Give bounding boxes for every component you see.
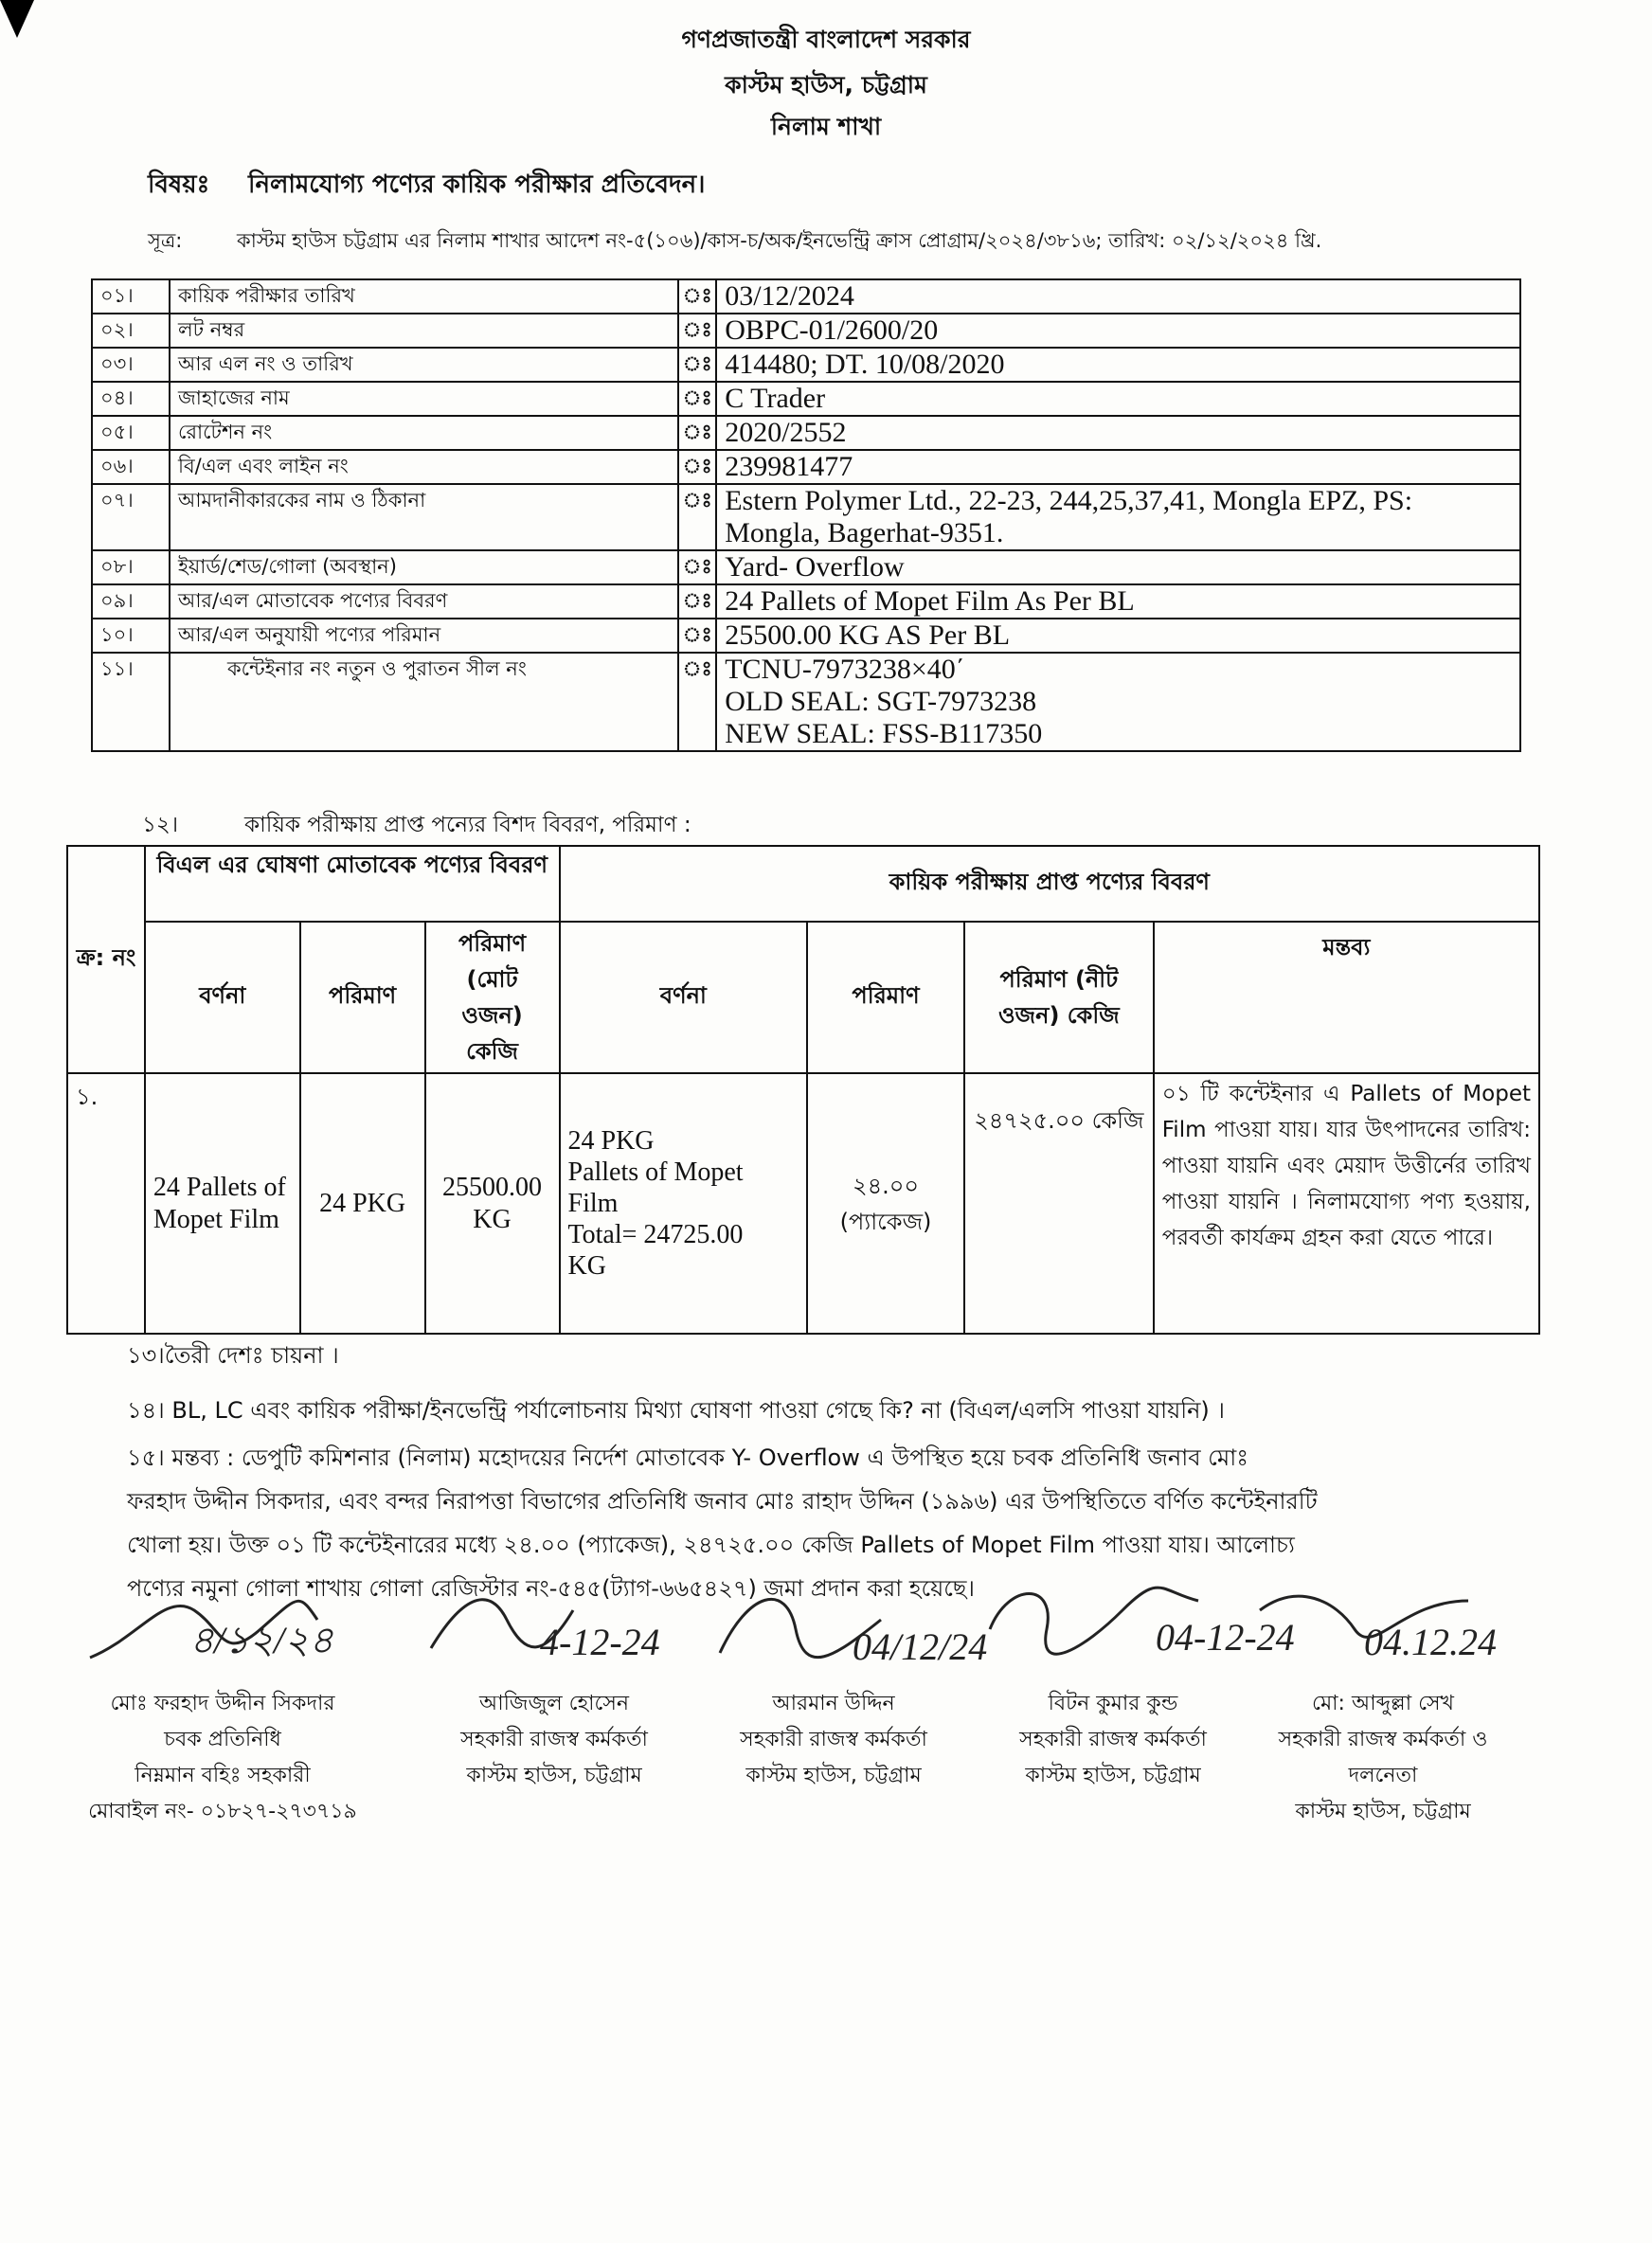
signatory-line: কাস্টম হাউস, চট্টগ্রাম [745, 1764, 922, 1787]
header-serial: ক্র: নং [67, 846, 145, 1073]
info-row-number: ০৩। [92, 348, 170, 382]
info-value-line: NEW SEAL: FSS-B117350 [725, 718, 1043, 749]
info-row-separator: ঃ [678, 416, 716, 450]
signature-date: 04.12.24 [1364, 1621, 1497, 1663]
section12-title: কায়িক পরীক্ষায় প্রাপ্ত পন্যের বিশদ বিবরণ, পরিমাণ : [244, 813, 691, 837]
subject-label: বিষয়ঃ [148, 170, 210, 199]
info-value-line: 03/12/2024 [725, 280, 854, 312]
signatory-block [1222, 1686, 1544, 1830]
info-row-value [716, 348, 1520, 382]
remarks-line: ফরহাদ উদ্দীন সিকদার, এবং বন্দর নিরাপত্তা বিভাগের প্রতিনিধি জনাব মোঃ রাহাদ উদ্দিন (১৯৯৬) এর উপস্থিতিতে বর্ণিত কন্টেইনারটি [127, 1488, 1318, 1515]
signatory-line: দলনেতা [1348, 1764, 1418, 1787]
header-office: কাস্টম হাউস, চট্টগ্রাম [725, 71, 927, 99]
info-row [92, 348, 1520, 382]
subject-text: নিলামযোগ্য পণ্যের কায়িক পরীক্ষার প্রতিবেদন। [248, 170, 706, 199]
false-declaration-line: ১৪। BL, LC এবং কায়িক পরীক্ষা/ইনভেন্ট্রি পর্যালোচনায় মিথ্যা ঘোষণা পাওয়া গেছে কি? না (বিএল/এলসি পাওয়া যায়নি) । [127, 1397, 1226, 1424]
info-value-line: Mongla, Bagerhat-9351. [725, 517, 1004, 548]
info-row-label: কায়িক পরীক্ষার তারিখ [170, 279, 678, 314]
info-row-number: ০৫। [92, 416, 170, 450]
info-value-line: 414480; DT. 10/08/2020 [725, 349, 1005, 380]
info-value-line: TCNU-7973238×40΄ [725, 654, 965, 685]
signature-date: 04/12/24 [853, 1625, 988, 1668]
row-bl-gross-weight: 25500.00 KG [425, 1073, 560, 1334]
info-row-separator: ঃ [678, 382, 716, 416]
info-row-label: জাহাজের নাম [170, 382, 678, 416]
header-physical-group: কায়িক পরীক্ষায় প্রাপ্ত পণ্যের বিবরণ [560, 846, 1540, 922]
info-row-label: লট নম্বর [170, 314, 678, 348]
signatory-line: আজিজুল হোসেন [478, 1692, 630, 1715]
info-row-value [716, 382, 1520, 416]
info-row-number: ১০। [92, 619, 170, 653]
header-section: নিলাম শাখা [770, 113, 882, 140]
info-row-label: ইয়ার্ড/শেড/গোলা (অবস্থান) [170, 550, 678, 584]
info-row-separator: ঃ [678, 550, 716, 584]
info-row-value [716, 653, 1520, 751]
row-physical-net-weight: ২৪৭২৫.০০ কেজি [964, 1073, 1154, 1334]
signatory-line: মোবাইল নং- ০১৮২৭-২৭৩৭১৯ [88, 1800, 357, 1823]
signatory-line: কাস্টম হাউস, চট্টগ্রাম [1295, 1800, 1471, 1823]
signatory-line: সহকারী রাজস্ব কর্মকর্তা ও [1278, 1728, 1488, 1751]
physical-description-line: KG [567, 1251, 606, 1281]
info-row [92, 382, 1520, 416]
info-value-line: 24 Pallets of Mopet Film As Per BL [725, 585, 1135, 617]
signatory-block [673, 1686, 995, 1794]
info-row-number: ০৯। [92, 584, 170, 619]
info-row-label: আর এল নং ও তারিখ [170, 348, 678, 382]
info-value-line: 2020/2552 [725, 417, 847, 448]
info-row [92, 550, 1520, 584]
info-row-separator: ঃ [678, 653, 716, 751]
info-row-value [716, 584, 1520, 619]
info-row [92, 314, 1520, 348]
info-value-line: 239981477 [725, 451, 853, 482]
country-of-origin: ১৩।তৈরী দেশঃ চায়না । [127, 1342, 339, 1369]
info-row-label: আর/এল মোতাবেক পণ্যের বিবরণ [170, 584, 678, 619]
header-physical-description: বর্ণনা [560, 922, 808, 1073]
info-row-separator: ঃ [678, 450, 716, 484]
reference-text: কাস্টম হাউস চট্টগ্রাম এর নিলাম শাখার আদেশ নং-৫(১০৬)/কাস-চ/অক/ইনভেন্ট্রি ক্রাস প্রোগ্রাম/২০২৪/৩৮১৬; তারিখ: ০২/১২/২০২৪ খ্রি. [237, 229, 1322, 252]
info-value-line: OBPC-01/2600/20 [725, 314, 939, 346]
info-row [92, 450, 1520, 484]
signatory-line: নিম্নমান বহিঃ সহকারী [135, 1764, 311, 1787]
info-table [91, 278, 1521, 752]
row-serial: ১. [67, 1073, 145, 1334]
signatory-line: চবক প্রতিনিধি [164, 1728, 281, 1751]
info-row-value [716, 484, 1520, 550]
info-row [92, 653, 1520, 751]
info-row-number: ০২। [92, 314, 170, 348]
info-value-line: Yard- Overflow [725, 551, 905, 583]
signatory-line: আরমান উদ্দিন [772, 1692, 895, 1715]
remarks-line: খোলা হয়। উক্ত ০১ টি কন্টেইনারের মধ্যে ২৪.০০ (প্যাকেজ), ২৪৭২৫.০০ কেজি Pallets of Mopet Film পাওয়া যায়। আলোচ্য [127, 1532, 1295, 1558]
row-bl-quantity: 24 PKG [300, 1073, 425, 1334]
row-physical-description [560, 1073, 808, 1334]
info-row [92, 584, 1520, 619]
info-row-value [716, 450, 1520, 484]
physical-description-line: Total= 24725.00 [567, 1220, 744, 1249]
info-row-separator: ঃ [678, 484, 716, 550]
header-government: গণপ্রজাতন্ত্রী বাংলাদেশ সরকার [681, 26, 971, 53]
physical-description-line: 24 PKG [567, 1126, 655, 1156]
signatory-line: সহকারী রাজস্ব কর্মকর্তা [1019, 1728, 1207, 1751]
physical-description-line: Film [567, 1189, 619, 1218]
info-value-line: 25500.00 KG AS Per BL [725, 619, 1011, 651]
signature-date: ৪/১২/২৪ [189, 1619, 334, 1661]
header-bl-group: বিএল এর ঘোষণা মোতাবেক পণ্যের বিবরণ [145, 846, 560, 922]
signatory-line: মোঃ ফরহাদ উদ্দীন সিকদার [110, 1692, 335, 1715]
info-row [92, 619, 1520, 653]
detail-table [66, 845, 1540, 1335]
reference-label: সূত্র: [148, 229, 183, 252]
info-row-value [716, 416, 1520, 450]
signatory-line: মো: আব্দুল্লা সেখ [1312, 1692, 1454, 1715]
info-row-number: ০৬। [92, 450, 170, 484]
info-row-separator: ঃ [678, 314, 716, 348]
info-row-separator: ঃ [678, 619, 716, 653]
info-value-line: C Trader [725, 383, 826, 414]
info-row [92, 484, 1520, 550]
info-row-separator: ঃ [678, 348, 716, 382]
info-row-value [716, 279, 1520, 314]
info-row [92, 279, 1520, 314]
info-value-line: Estern Polymer Ltd., 22-23, 244,25,37,41, Mongla EPZ, PS: [725, 485, 1413, 516]
info-row-number: ০১। [92, 279, 170, 314]
header-physical-net-weight: পরিমাণ (নীট ওজন) কেজি [964, 922, 1154, 1073]
info-row [92, 416, 1520, 450]
row-remarks: ০১ টি কন্টেইনার এ Pallets of Mopet Film পাওয়া যায়। যার উৎপাদনের তারিখ: পাওয়া যায়নি এবং মেয়াদ উত্তীর্নের তারিখ পাওয়া যায়নি । নিলামযোগ্য পণ্য হওয়ায়, পরবর্তী কার্যক্রম গ্রহন করা যেতে পারে। [1154, 1073, 1539, 1334]
row-physical-quantity: ২৪.০০ (প্যাকেজ) [807, 1073, 964, 1334]
info-row-value [716, 314, 1520, 348]
info-row-number: ০৭। [92, 484, 170, 550]
signatory-block [62, 1686, 384, 1830]
header-bl-gross-weight: পরিমাণ (মোট ওজন) কেজি [425, 922, 560, 1073]
info-row-label: রোটেশন নং [170, 416, 678, 450]
header-bl-quantity: পরিমাণ [300, 922, 425, 1073]
signatory-block [393, 1686, 715, 1794]
signature-date: 4-12-24 [540, 1621, 660, 1663]
header-remarks: মন্তব্য [1154, 922, 1539, 1073]
section12-number: ১২। [142, 813, 179, 837]
remarks-line: ১৫। মন্তব্য : ডেপুটি কমিশনার (নিলাম) মহোদয়ের নির্দেশ মোতাবেক Y- Overflow এ উপস্থিত হয়ে চবক প্রতিনিধি জনাব মোঃ [127, 1444, 1248, 1471]
info-row-number: ১১। [92, 653, 170, 751]
row-bl-description: 24 Pallets of Mopet Film [145, 1073, 300, 1334]
header-physical-quantity: পরিমাণ [807, 922, 964, 1073]
info-row-label: আমদানীকারকের নাম ও ঠিকানা [170, 484, 678, 550]
remarks-line: পণ্যের নমুনা গোলা শাখায় গোলা রেজিস্টার নং-৫৪৫(ট্যাগ-৬৬৫৪২৭) জমা প্রদান করা হয়েছে। [127, 1575, 976, 1602]
signature-date: 04-12-24 [1156, 1616, 1295, 1659]
signatory-line: সহকারী রাজস্ব কর্মকর্তা [740, 1728, 927, 1751]
info-row-value [716, 619, 1520, 653]
info-row-separator: ঃ [678, 279, 716, 314]
signatory-line: সহকারী রাজস্ব কর্মকর্তা [460, 1728, 648, 1751]
info-row-number: ০৪। [92, 382, 170, 416]
info-row-label: আর/এল অনুযায়ী পণ্যের পরিমান [170, 619, 678, 653]
info-row-value [716, 550, 1520, 584]
info-row-number: ০৮। [92, 550, 170, 584]
info-row-separator: ঃ [678, 584, 716, 619]
physical-description-line: Pallets of Mopet [567, 1157, 744, 1187]
signatory-line: বিটন কুমার কুন্ড [1048, 1692, 1178, 1715]
info-value-line: OLD SEAL: SGT-7973238 [725, 686, 1037, 717]
info-row-label: বি/এল এবং লাইন নং [170, 450, 678, 484]
signatory-line: কাস্টম হাউস, চট্টগ্রাম [466, 1764, 642, 1787]
info-row-label: কন্টেইনার নং নতুন ও পুরাতন সীল নং [170, 653, 678, 751]
signatory-line: কাস্টম হাউস, চট্টগ্রাম [1025, 1764, 1201, 1787]
header-bl-description: বর্ণনা [145, 922, 300, 1073]
